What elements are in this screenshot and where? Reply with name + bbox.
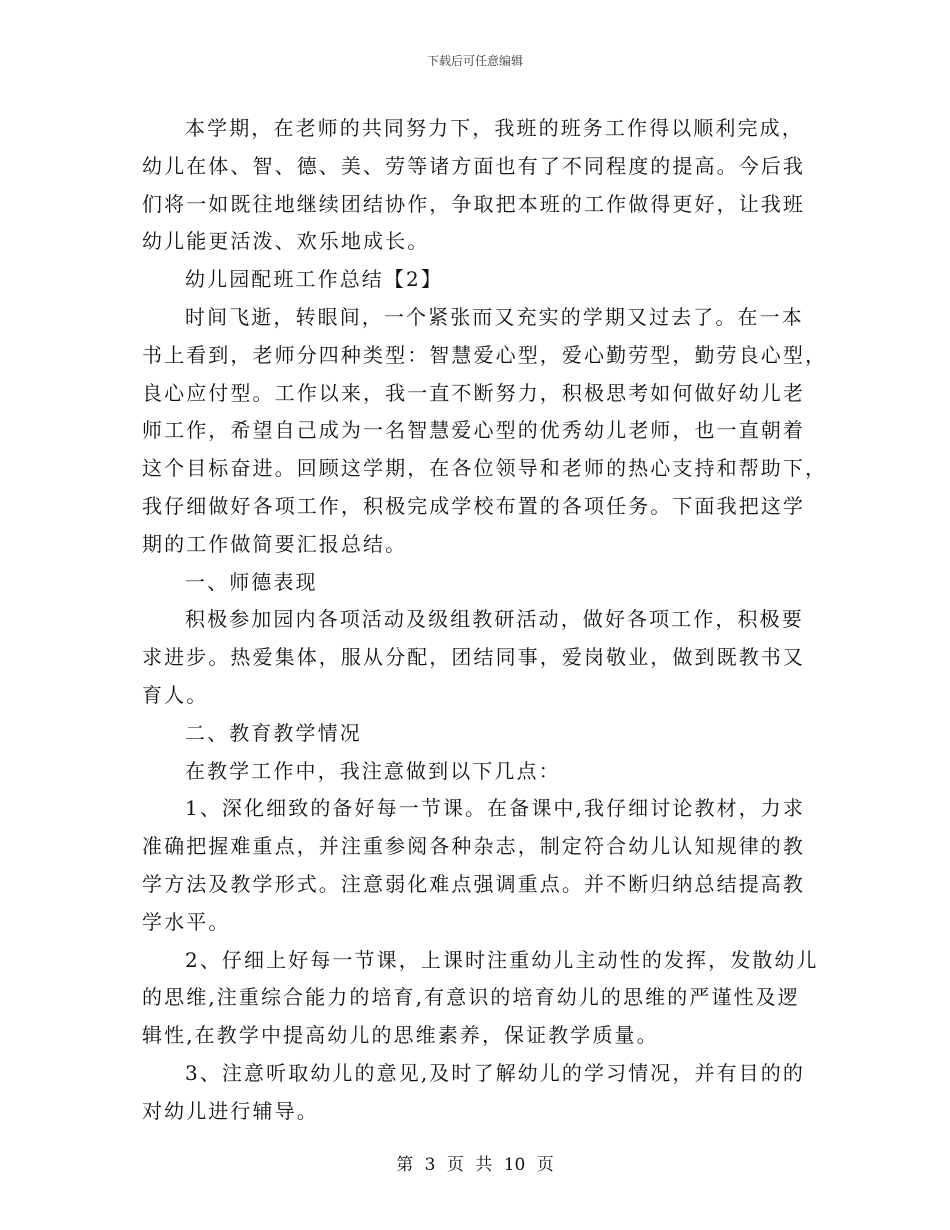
text-line: 在教学工作中，我注意做到以下几点： xyxy=(185,758,561,783)
text-line: 幼儿能更活泼、欢乐地成长。 xyxy=(142,229,430,254)
text-line: 良心应付型。工作以来，我一直不断努力，积极思考如何做好幼儿老 xyxy=(142,380,805,405)
text-line: 学水平。 xyxy=(142,909,231,934)
text-line: 3、注意听取幼儿的意见,及时了解幼儿的学习情况，并有目的的 xyxy=(185,1060,805,1085)
subsection-heading: 一、师德表现 xyxy=(185,569,318,594)
text-line: 的思维,注重综合能力的培育,有意识的培育幼儿的思维的严谨性及逻 xyxy=(142,985,800,1010)
text-line: 对幼儿进行辅导。 xyxy=(142,1098,319,1123)
text-line: 这个目标奋进。回顾这学期，在各位领导和老师的热心支持和帮助下， xyxy=(142,456,828,481)
text-line: 时间飞逝，转眼间，一个紧张而又充实的学期又过去了。在一本 xyxy=(185,304,804,329)
text-line: 2、仔细上好每一节课，上课时注重幼儿主动性的发挥，发散幼儿 xyxy=(185,947,819,972)
text-line: 本学期，在老师的共同努力下，我班的班务工作得以顺利完成， xyxy=(185,116,804,140)
text-line: 我仔细做好各项工作，积极完成学校布置的各项任务。下面我把这学 xyxy=(142,493,805,518)
text-line: 育人。 xyxy=(142,682,209,707)
page-header: 下载后可任意编辑 xyxy=(426,54,523,68)
text-line: 1、深化细致的备好每一节课。在备课中,我仔细讨论教材，力求 xyxy=(185,796,805,821)
text-line: 们将一如既往地继续团结协作，争取把本班的工作做得更好，让我班 xyxy=(142,191,805,216)
text-line: 辑性,在教学中提高幼儿的思维素养，保证教学质量。 xyxy=(142,1023,659,1048)
section-title: 幼儿园配班工作总结【2】 xyxy=(185,267,443,292)
text-line: 准确把握难重点，并注重参阅各种杂志，制定符合幼儿认知规律的教 xyxy=(142,834,805,859)
text-line: 师工作，希望自己成为一名智慧爱心型的优秀幼儿老师，也一直朝着 xyxy=(142,418,805,443)
text-line: 期的工作做简要汇报总结。 xyxy=(142,531,408,556)
subsection-heading: 二、教育教学情况 xyxy=(185,720,362,745)
text-line: 积极参加园内各项活动及级组教研活动，做好各项工作，积极要 xyxy=(185,607,804,632)
document-body xyxy=(142,110,828,1131)
page-footer: 第 3 页 共 10 页 xyxy=(396,1155,554,1175)
text-line: 求进步。热爱集体，服从分配，团结同事，爱岗敬业，做到既教书又 xyxy=(142,645,805,670)
text-line: 幼儿在体、智、德、美、劳等诸方面也有了不同程度的提高。今后我 xyxy=(142,153,805,178)
text-line: 书上看到，老师分四种类型：智慧爱心型，爱心勤劳型，勤劳良心型， xyxy=(142,342,828,367)
text-line: 学方法及教学形式。注意弱化难点强调重点。并不断归纳总结提高教 xyxy=(142,871,805,896)
